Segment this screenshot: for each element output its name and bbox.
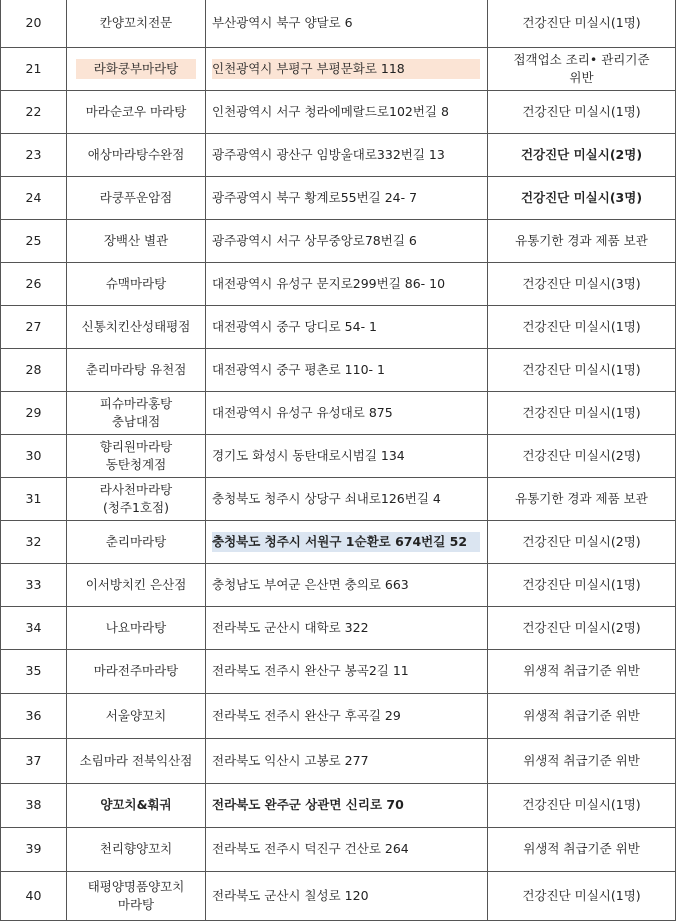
table-row bbox=[1, 176, 676, 219]
business-name-cell bbox=[67, 434, 206, 477]
business-name: 향리원마라탕 bbox=[99, 438, 173, 454]
row-number: 39 bbox=[1, 827, 67, 871]
violation-cell bbox=[488, 738, 676, 783]
violation: 건강진단 미실시(1명) bbox=[522, 797, 641, 812]
business-name-cell bbox=[67, 606, 206, 649]
table-row bbox=[1, 693, 676, 738]
violation: 건강진단 미실시(2명) bbox=[522, 533, 641, 549]
table-row bbox=[1, 871, 676, 920]
address: 인천광역시 부평구 부평문화로 118 bbox=[212, 59, 480, 79]
business-name-line bbox=[73, 796, 199, 814]
row-number: 25 bbox=[1, 219, 67, 262]
business-name-cell bbox=[67, 477, 206, 520]
business-name: 라화쿵부마라탕 bbox=[76, 59, 196, 79]
violation-cell bbox=[488, 783, 676, 827]
violation-cell bbox=[488, 47, 676, 90]
violation-cell bbox=[488, 871, 676, 920]
row-number: 22 bbox=[1, 90, 67, 133]
violation-cell bbox=[488, 434, 676, 477]
business-name-cell bbox=[67, 90, 206, 133]
violation: 건강진단 미실시(1명) bbox=[522, 15, 641, 31]
row-number: 27 bbox=[1, 305, 67, 348]
address-cell bbox=[206, 606, 488, 649]
violation: 위반 bbox=[569, 69, 594, 85]
address: 인천광역시 서구 청라에메랄드로102번길 8 bbox=[212, 103, 449, 119]
violation: 건강진단 미실시(1명) bbox=[522, 318, 641, 334]
row-number: 26 bbox=[1, 262, 67, 305]
business-name: 이서방치킨 은산점 bbox=[85, 576, 187, 592]
business-name-cell bbox=[67, 827, 206, 871]
business-name: 마라순코우 마라탕 bbox=[85, 103, 187, 119]
address-cell bbox=[206, 649, 488, 693]
address: 광주광역시 서구 상무중앙로78번길 6 bbox=[212, 232, 417, 248]
business-name: 양꼬치&훠궈 bbox=[100, 797, 172, 812]
table-row bbox=[1, 827, 676, 871]
address: 경기도 화성시 동탄대로시범길 134 bbox=[212, 447, 405, 463]
violation: 접객업소 조리• 관리기준 bbox=[513, 51, 650, 67]
address-cell bbox=[206, 176, 488, 219]
business-name-cell bbox=[67, 738, 206, 783]
address-cell bbox=[206, 262, 488, 305]
business-name: 애상마라탕수완점 bbox=[87, 146, 185, 162]
violation: 위생적 취급기준 위반 bbox=[523, 707, 640, 723]
table-row bbox=[1, 434, 676, 477]
violation: 위생적 취급기준 위반 bbox=[523, 841, 640, 856]
address-cell bbox=[206, 391, 488, 434]
violation: 건강진단 미실시(1명) bbox=[522, 361, 641, 377]
row-number: 29 bbox=[1, 391, 67, 434]
address: 충청북도 청주시 상당구 쇠내로126번길 4 bbox=[212, 490, 441, 506]
violation-cell bbox=[488, 391, 676, 434]
row-number: 38 bbox=[1, 783, 67, 827]
business-name: 칸양꼬치전문 bbox=[99, 15, 173, 31]
business-name-line bbox=[73, 59, 199, 79]
business-name: 나요마라탕 bbox=[105, 619, 167, 635]
business-name: 라쿵푸운암점 bbox=[99, 189, 173, 205]
violation: 건강진단 미실시(1명) bbox=[522, 887, 641, 903]
address-cell bbox=[206, 305, 488, 348]
address-cell bbox=[206, 0, 488, 47]
table-row bbox=[1, 738, 676, 783]
table-row bbox=[1, 649, 676, 693]
business-name-cell bbox=[67, 262, 206, 305]
violation-cell bbox=[488, 90, 676, 133]
violation-cell bbox=[488, 606, 676, 649]
business-name-cell bbox=[67, 871, 206, 920]
violation: 건강진단 미실시(2명) bbox=[522, 619, 641, 635]
violation-cell bbox=[488, 520, 676, 563]
address: 전라북도 전주시 완산구 후곡길 29 bbox=[212, 707, 401, 723]
business-name-cell bbox=[67, 649, 206, 693]
business-name-cell bbox=[67, 348, 206, 391]
business-name: 동탄청계점 bbox=[105, 456, 167, 472]
row-number: 40 bbox=[1, 871, 67, 920]
business-name: 서울양꼬치 bbox=[105, 707, 167, 723]
row-number: 36 bbox=[1, 693, 67, 738]
violation-cell bbox=[488, 176, 676, 219]
business-name: 라사천마라탕 bbox=[99, 481, 173, 497]
business-name: 장백산 별관 bbox=[103, 232, 169, 248]
table-row bbox=[1, 348, 676, 391]
address: 대전광역시 중구 평촌로 110- 1 bbox=[212, 361, 385, 377]
business-name-cell bbox=[67, 783, 206, 827]
address-cell bbox=[206, 783, 488, 827]
address-cell bbox=[206, 348, 488, 391]
business-name: 마라전주마라탕 bbox=[93, 663, 179, 678]
business-name-cell bbox=[67, 0, 206, 47]
violation: 위생적 취급기준 위반 bbox=[523, 663, 640, 678]
row-number: 31 bbox=[1, 477, 67, 520]
address: 부산광역시 북구 양달로 6 bbox=[212, 15, 353, 31]
violation-cell bbox=[488, 219, 676, 262]
address-cell bbox=[206, 827, 488, 871]
business-name-cell bbox=[67, 693, 206, 738]
table-row bbox=[1, 606, 676, 649]
table-row bbox=[1, 391, 676, 434]
violation-cell bbox=[488, 0, 676, 47]
business-name: 신통치킨산성태평점 bbox=[81, 318, 191, 334]
table-row bbox=[1, 563, 676, 606]
violation: 건강진단 미실시(1명) bbox=[522, 404, 641, 420]
business-name: 슈맥마라탕 bbox=[105, 275, 167, 291]
row-number: 20 bbox=[1, 0, 67, 47]
table-row bbox=[1, 477, 676, 520]
violation: 위생적 취급기준 위반 bbox=[523, 752, 640, 768]
violation-cell bbox=[488, 262, 676, 305]
row-number: 32 bbox=[1, 520, 67, 563]
violation-cell bbox=[488, 649, 676, 693]
table-row bbox=[1, 305, 676, 348]
row-number: 21 bbox=[1, 47, 67, 90]
business-name-cell bbox=[67, 47, 206, 90]
address: 대전광역시 중구 당디로 54- 1 bbox=[212, 318, 378, 334]
address-cell bbox=[206, 520, 488, 563]
violation: 건강진단 미실시(2명) bbox=[522, 447, 641, 463]
address: 대전광역시 유성구 문지로299번길 86- 10 bbox=[212, 275, 446, 291]
business-name-cell bbox=[67, 176, 206, 219]
business-name: 소림마라 전북익산점 bbox=[79, 752, 193, 768]
address-cell bbox=[206, 871, 488, 920]
business-name-cell bbox=[67, 219, 206, 262]
violation-cell bbox=[488, 305, 676, 348]
address: 전라북도 익산시 고봉로 277 bbox=[212, 752, 369, 768]
row-number: 33 bbox=[1, 563, 67, 606]
address: 전라북도 군산시 대학로 322 bbox=[212, 619, 369, 635]
table-row bbox=[1, 133, 676, 176]
address: 충청북도 청주시 서원구 1순환로 674번길 52 bbox=[212, 532, 480, 552]
row-number: 35 bbox=[1, 649, 67, 693]
address-cell bbox=[206, 434, 488, 477]
address: 전라북도 완주군 상관면 신리로 70 bbox=[212, 797, 404, 812]
violation: 건강진단 미실시(1명) bbox=[522, 103, 641, 119]
violation: 건강진단 미실시(3명) bbox=[520, 189, 643, 205]
address-cell bbox=[206, 219, 488, 262]
business-name-cell bbox=[67, 520, 206, 563]
business-name: 충남대점 bbox=[111, 413, 161, 429]
violation-cell bbox=[488, 827, 676, 871]
address-cell bbox=[206, 90, 488, 133]
row-number: 37 bbox=[1, 738, 67, 783]
row-number: 30 bbox=[1, 434, 67, 477]
business-name: 춘리마라탕 bbox=[105, 533, 167, 549]
violation-cell bbox=[488, 133, 676, 176]
violation: 유통기한 경과 제품 보관 bbox=[515, 232, 648, 248]
table-row bbox=[1, 219, 676, 262]
business-name-cell bbox=[67, 305, 206, 348]
table-row bbox=[1, 262, 676, 305]
address: 전라북도 전주시 덕진구 건산로 264 bbox=[212, 841, 409, 856]
address: 충청남도 부여군 은산면 충의로 663 bbox=[212, 576, 409, 592]
violation: 유통기한 경과 제품 보관 bbox=[515, 490, 648, 506]
table-row bbox=[1, 783, 676, 827]
address: 전라북도 전주시 완산구 봉곡2길 11 bbox=[212, 663, 409, 678]
address: 전라북도 군산시 칠성로 120 bbox=[212, 887, 369, 903]
table-row bbox=[1, 90, 676, 133]
row-number: 28 bbox=[1, 348, 67, 391]
business-name: 천리향양꼬치 bbox=[99, 841, 173, 856]
address-cell bbox=[206, 47, 488, 90]
business-name: (청주1호점) bbox=[102, 499, 169, 515]
business-name: 마라탕 bbox=[117, 896, 155, 912]
address-cell bbox=[206, 477, 488, 520]
business-name-cell bbox=[67, 133, 206, 176]
table-row bbox=[1, 0, 676, 47]
violation: 건강진단 미실시(2명) bbox=[520, 146, 643, 162]
address: 광주광역시 광산구 임방울대로332번길 13 bbox=[212, 146, 445, 162]
table-row bbox=[1, 47, 676, 90]
address-cell bbox=[206, 738, 488, 783]
business-name-cell bbox=[67, 391, 206, 434]
address-cell bbox=[206, 133, 488, 176]
address-cell bbox=[206, 563, 488, 606]
row-number: 24 bbox=[1, 176, 67, 219]
row-number: 34 bbox=[1, 606, 67, 649]
business-name: 태평양명품양꼬치 bbox=[87, 878, 185, 894]
table-row bbox=[1, 520, 676, 563]
business-name: 피슈마라홍탕 bbox=[99, 395, 173, 411]
business-name-cell bbox=[67, 563, 206, 606]
violation-cell bbox=[488, 348, 676, 391]
address: 대전광역시 유성구 유성대로 875 bbox=[212, 404, 393, 420]
violation-cell bbox=[488, 693, 676, 738]
address: 광주광역시 북구 황계로55번길 24- 7 bbox=[212, 189, 418, 205]
business-name: 춘리마라탕 유천점 bbox=[85, 361, 187, 377]
row-number: 23 bbox=[1, 133, 67, 176]
address-cell bbox=[206, 693, 488, 738]
violation: 건강진단 미실시(3명) bbox=[522, 275, 641, 291]
violation-cell bbox=[488, 563, 676, 606]
violation: 건강진단 미실시(1명) bbox=[522, 576, 641, 592]
violation-cell bbox=[488, 477, 676, 520]
